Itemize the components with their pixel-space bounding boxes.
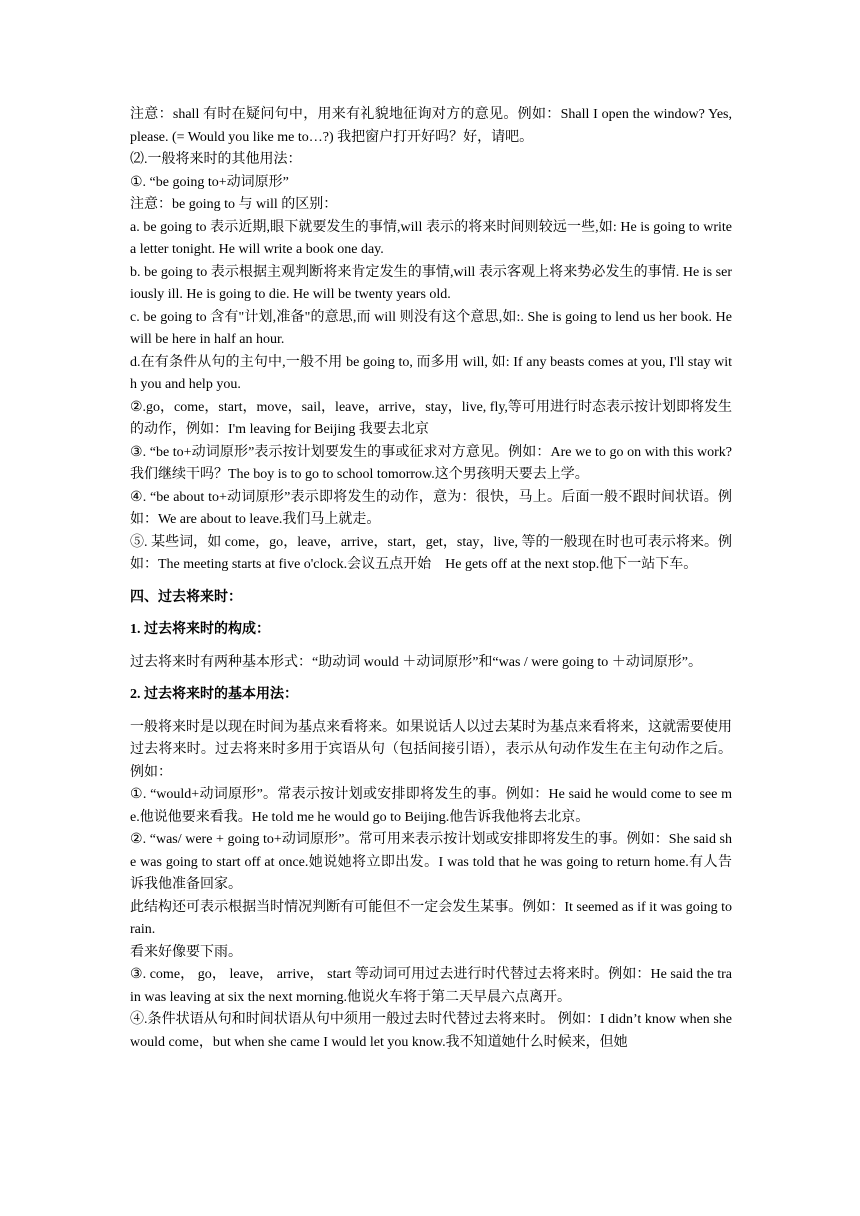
document-page	[130, 104, 732, 1054]
item1-note: 注意：be going to 与 will 的区别：	[130, 197, 338, 212]
section4-item1: ①. “would+动词原形”。常表示按计划或安排即将发生的事。例如：He said he would come to see me.他说他要来看我。He told me he would go to Beijing.他告诉我他将去北京。	[130, 787, 732, 825]
item1-b: b. be going to 表示根据主观判断将来肯定发生的事情,will 表示客观上将来势必发生的事情. He is seriously ill. He is going to die. He will be twenty years old.	[130, 264, 732, 302]
note-shall: 注意：shall 有时在疑问句中，用来有礼貌地征询对方的意见。例如：Shall I open the window? Yes, please. (= Would you like me to…?) 我把窗户打开好吗？好，请吧。	[130, 107, 732, 145]
section4-sub2-intro: 一般将来时是以现在时间为基点来看将来。如果说话人以过去某时为基点来看将来，这就需要使用过去将来时。过去将来时多用于宾语从句（包括间接引语），表示从句动作发生在主句动作之后。例如：	[130, 719, 732, 780]
item3: ③. “be to+动词原形”表示按计划要发生的事或征求对方意见。例如：Are we to go on with this work?我们继续干吗？The boy is to go to school tomorrow.这个男孩明天要去上学。	[130, 444, 732, 482]
item2: ②.go，come，start，move，sail，leave，arrive，stay，live, fly,等可用进行时态表示按计划即将发生的动作，例如：I'm leaving for Beijing 我要去北京	[130, 399, 732, 437]
item1-title: ①. “be going to+动词原形”	[130, 174, 289, 190]
item5: ⑤. 某些词，如 come，go，leave，arrive，start，get，stay，live, 等的一般现在时也可表示将来。例如：The meeting starts at five o'clock.会议五点开始 He gets off at the next stop.他下一站下车。	[130, 534, 732, 572]
item4: ④. “be about to+动词原形”表示即将发生的动作，意为：很快，马上。后面一般不跟时间状语。例如：We are about to leave.我们马上就走。	[130, 489, 732, 527]
section4-item2-extra: 此结构还可表示根据当时情况判断有可能但不一定会发生某事。例如：It seemed as if it was going to rain.	[130, 899, 732, 937]
sub-heading-other-uses: ⑵.一般将来时的其他用法：	[130, 152, 302, 167]
section4-item2-extra-cn: 看来好像要下雨。	[130, 944, 242, 960]
section4-item4: ④.条件状语从句和时间状语从句中须用一般过去时代替过去将来时。 例如：I didn’t know when she would come，but when she came I would let you know.我不知道她什么时候来，但她	[130, 1012, 732, 1050]
item1-c: c. be going to 含有"计划,准备"的意思,而 will 则没有这个意思,如:. She is going to lend us her book. He will be here in half an hour.	[130, 309, 732, 347]
section4-heading: 四、过去将来时：	[130, 589, 242, 605]
section4-sub2-heading: 2. 过去将来时的基本用法：	[130, 687, 298, 702]
item1-a: a. be going to 表示近期,眼下就要发生的事情,will 表示的将来时间则较远一些,如: He is going to write a letter tonight. He will write a book one day.	[130, 219, 732, 257]
section4-sub1-text: 过去将来时有两种基本形式：“助动词 would ＋动词原形”和“was / were going to ＋动词原形”。	[130, 654, 702, 670]
item1-d: d.在有条件从句的主句中,一般不用 be going to, 而多用 will, 如: If any beasts comes at you, I'll stay with you and help you.	[130, 354, 732, 392]
section4-item3: ③. come， go， leave， arrive， start 等动词可用过去进行时代替过去将来时。例如：He said the train was leaving at six the next morning.他说火车将于第二天早晨六点离开。	[130, 967, 732, 1005]
section4-item2: ②. “was/ were + going to+动词原形”。常可用来表示按计划或安排即将发生的事。例如：She said she was going to start off at once.她说她将立即出发。I was told that he was going to return home.有人告诉我他准备回家。	[130, 832, 732, 892]
section4-sub1-heading: 1. 过去将来时的构成：	[130, 622, 270, 637]
